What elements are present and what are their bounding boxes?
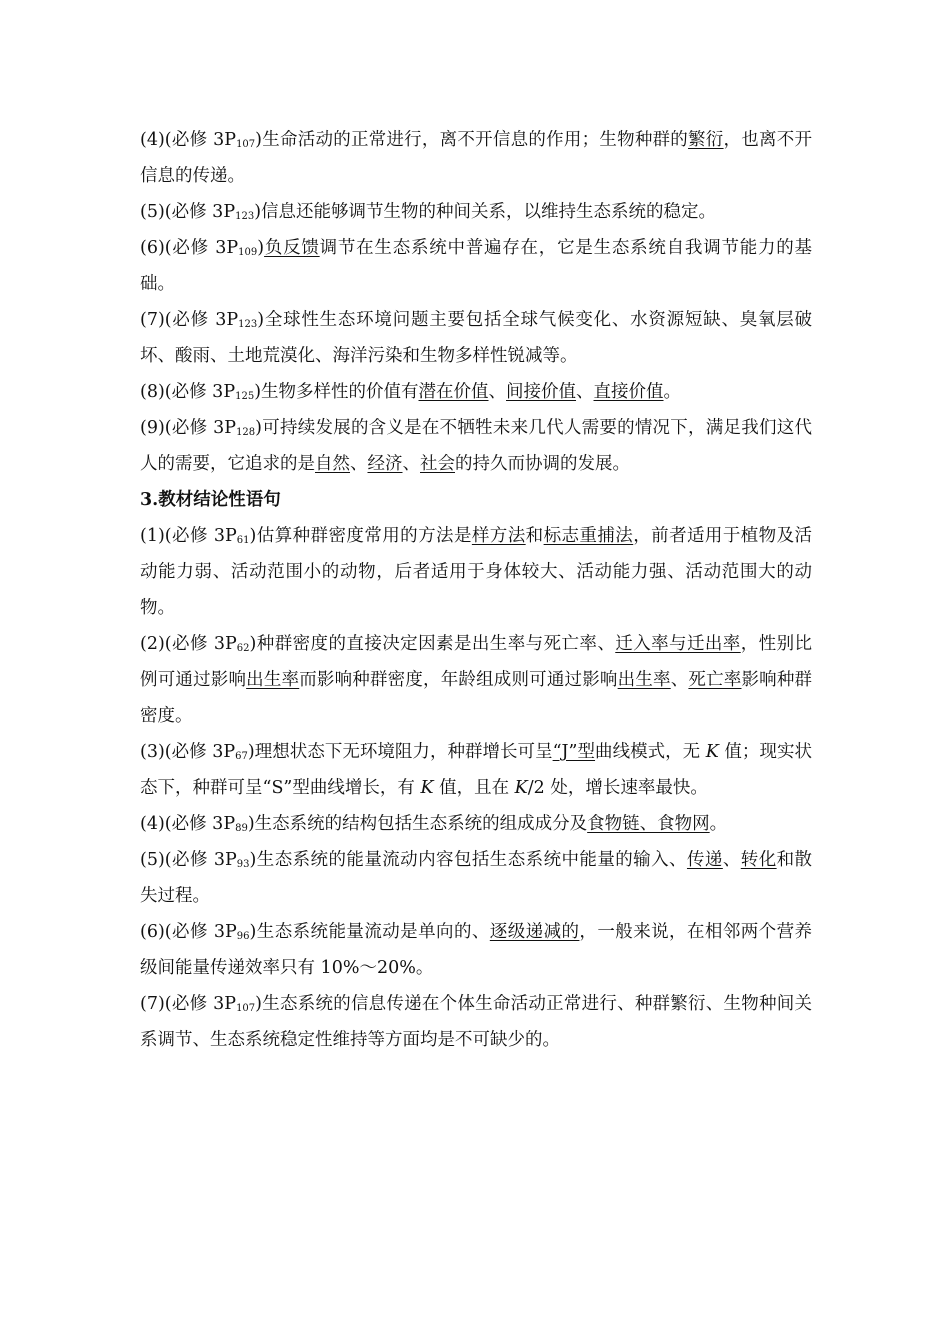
underlined-answer: 自然 (315, 454, 350, 474)
underlined-answer: 负反馈 (264, 238, 320, 258)
document-page (140, 122, 812, 1058)
list-item (140, 122, 812, 194)
underlined-answer: 间接价值 (506, 382, 577, 402)
list-item (140, 194, 812, 230)
section-3-list (140, 518, 812, 1058)
italic-variable: K (420, 778, 434, 798)
item-text: ) (257, 238, 265, 258)
item-prefix: (3)(必修 3P (140, 742, 236, 762)
item-prefix: (2)(必修 3P (140, 634, 237, 654)
underlined-answer: 食物链、食物网 (587, 814, 710, 834)
section-2-list (140, 122, 812, 482)
underlined-answer: 直接价值 (593, 382, 664, 402)
list-item (140, 302, 812, 374)
item-text: 、 (402, 454, 420, 474)
item-text: 值，且在 (433, 778, 515, 798)
underlined-answer: “J”型 (552, 742, 596, 762)
item-prefix: (6)(必修 3P (140, 922, 237, 942)
underlined-answer: 样方法 (471, 526, 526, 546)
item-text: 而影响种群密度，年龄组成则可通过影响 (299, 670, 618, 690)
page-subscript: 93 (236, 859, 250, 870)
page-subscript: 109 (238, 247, 258, 258)
item-prefix: (9)(必修 3P (140, 418, 237, 438)
item-text: )全球性生态环境问题主要包括全球气候变化、水资源短缺、臭氧层破坏、酸雨、土地荒漠化、海洋污染和生物多样性锐减等。 (140, 310, 813, 366)
item-text: ，前者适用于植物及活动能力弱、活动范围小的动物，后者适用于身体较大、活动能力强、活动范围大的动物。 (140, 526, 813, 618)
item-text: 。 (709, 814, 728, 834)
item-text: )可持续发展的含义是在不牺牲未来几代人需要的情况下，满足我们这代人的需要，它追求的是 (140, 418, 812, 474)
item-text: )生命活动的正常进行，离不开信息的作用；生物种群的 (255, 130, 689, 150)
item-text: )信息还能够调节生物的种间关系，以维持生态系统的稳定。 (254, 202, 717, 222)
item-text: 和 (525, 526, 544, 546)
list-item (140, 410, 812, 482)
underlined-answer: 迁入率与迁出率 (615, 634, 741, 654)
italic-variable: K (705, 742, 719, 762)
page-subscript: 62 (236, 643, 250, 654)
underlined-answer: 死亡率 (688, 670, 742, 690)
item-prefix: (5)(必修 3P (140, 202, 236, 222)
item-text: )生态系统的能量流动内容包括生态系统中能量的输入、 (249, 850, 687, 870)
item-prefix: (8)(必修 3P (140, 382, 236, 402)
list-item (140, 230, 812, 302)
item-text: 、 (576, 382, 594, 402)
page-subscript: 107 (236, 1003, 256, 1014)
item-prefix: (7)(必修 3P (140, 310, 239, 330)
section-3-heading: 3.教材结论性语句 (140, 490, 281, 510)
item-prefix: (6)(必修 3P (140, 238, 239, 258)
list-item (140, 626, 812, 734)
underlined-answer: 出生率 (246, 670, 300, 690)
page-subscript: 67 (235, 751, 248, 762)
underlined-answer: 潜在价值 (418, 382, 489, 402)
item-prefix: (4)(必修 3P (140, 130, 237, 150)
item-text: )估算种群密度常用的方法是 (249, 526, 472, 546)
item-prefix: (5)(必修 3P (140, 850, 237, 870)
page-subscript: 89 (235, 823, 248, 834)
item-text: 值；现实状态下，种群可呈“S”型曲线增长，有 (140, 742, 812, 798)
list-item (140, 374, 812, 410)
page-subscript: 61 (236, 535, 250, 546)
item-text: /2 处，增长速率最快。 (527, 778, 708, 798)
list-item (140, 518, 812, 626)
underlined-answer: 逐级递减的 (489, 922, 580, 942)
item-text: ，性别比例可通过影响 (140, 634, 813, 690)
underlined-answer: 转化 (740, 850, 777, 870)
page-subscript: 123 (235, 211, 255, 222)
underlined-answer: 标志重捕法 (543, 526, 634, 546)
item-text: 影响种群密度。 (140, 670, 813, 726)
underlined-answer: 社会 (420, 454, 455, 474)
item-text: 、 (722, 850, 741, 870)
list-item (140, 914, 812, 986)
item-text: )种群密度的直接决定因素是出生率与死亡率、 (249, 634, 616, 654)
item-text: 调节在生态系统中普遍存在，它是生态系统自我调节能力的基础。 (140, 238, 813, 294)
page-subscript: 125 (235, 391, 255, 402)
item-text: 和散失过程。 (140, 850, 813, 906)
list-item (140, 986, 812, 1058)
page-subscript: 96 (236, 931, 250, 942)
item-text: 的持久而协调的发展。 (455, 454, 630, 474)
page-subscript: 123 (238, 319, 258, 330)
item-text: 、 (488, 382, 507, 402)
item-text: 、 (350, 454, 368, 474)
item-text: 。 (663, 382, 682, 402)
item-text: )生态系统的信息传递在个体生命活动正常进行、种群繁衍、生物种间关系调节、生态系统稳定性维持等方面均是不可缺少的。 (140, 994, 812, 1050)
item-text: )生物多样性的价值有 (254, 382, 419, 402)
page-subscript: 128 (236, 427, 256, 438)
item-text: 、 (670, 670, 689, 690)
underlined-answer: 经济 (367, 454, 403, 474)
item-text: 曲线模式，无 (595, 742, 706, 762)
page-subscript: 107 (236, 139, 256, 150)
list-item (140, 806, 812, 842)
underlined-answer: 传递 (686, 850, 723, 870)
item-prefix: (7)(必修 3P (140, 994, 237, 1014)
item-prefix: (4)(必修 3P (140, 814, 236, 834)
underlined-answer: 繁衍 (688, 130, 724, 150)
list-item (140, 734, 812, 806)
list-item (140, 842, 812, 914)
item-text: )理想状态下无环境阻力，种群增长可呈 (247, 742, 553, 762)
item-text: ，一般来说，在相邻两个营养级间能量传递效率只有 10%～20%。 (140, 922, 813, 978)
item-text: )生态系统的结构包括生态系统的组成成分及 (247, 814, 588, 834)
item-text: )生态系统能量流动是单向的、 (249, 922, 490, 942)
italic-variable: K (514, 778, 528, 798)
item-prefix: (1)(必修 3P (140, 526, 237, 546)
item-text: ，也离不开信息的传递。 (140, 130, 813, 186)
underlined-answer: 出生率 (617, 670, 671, 690)
